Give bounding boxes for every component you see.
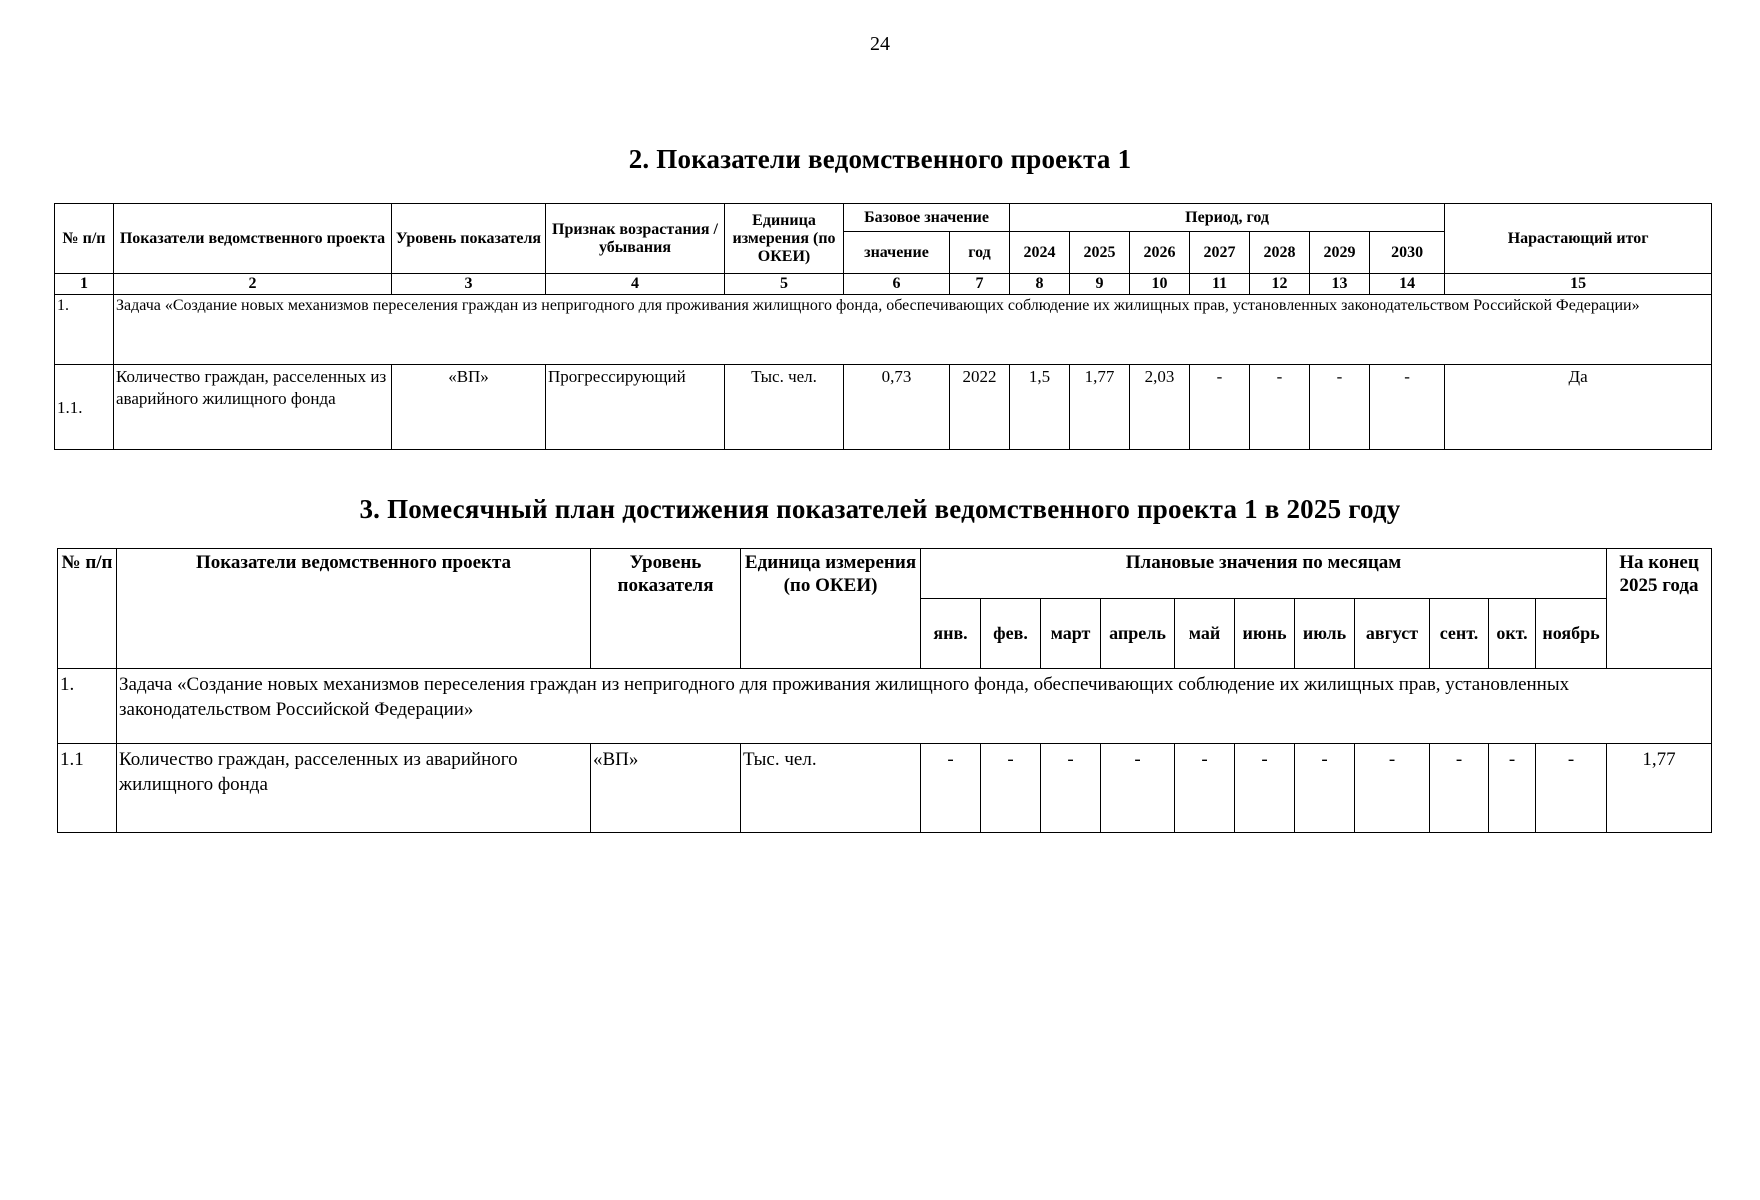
row-month-value: - [1101,744,1175,833]
header-num: № п/п [55,204,114,274]
row-trend: Прогрессирующий [546,365,725,450]
row-base-value: 0,73 [844,365,950,450]
header-month: июль [1295,599,1355,669]
column-number: 5 [725,274,844,295]
task-row [58,669,1712,744]
header-indicator: Показатели ведомственного проекта [114,204,392,274]
header-month: март [1041,599,1101,669]
row-num: 1.1 [58,744,117,833]
column-number: 10 [1130,274,1190,295]
column-number: 3 [392,274,546,295]
row-month-value: - [1235,744,1295,833]
table-row [58,744,1712,833]
page-number: 24 [870,33,890,55]
row-month-value: - [1536,744,1607,833]
column-number: 9 [1070,274,1130,295]
row-year-value: - [1370,365,1445,450]
header-num: № п/п [58,549,117,669]
header-trend: Признак возрастания / убывания [546,204,725,274]
header-base-value: значение [844,232,950,274]
header-period: Период, год [1010,204,1445,232]
column-number: 2 [114,274,392,295]
row-year-value: - [1310,365,1370,450]
row-num: 1.1. [55,365,114,450]
section-3-title: 3. Помесячный план достижения показателей ведомственного проекта 1 в 2025 году [359,494,1401,524]
header-monthly: Плановые значения по месяцам [921,549,1607,599]
header-year: 2029 [1310,232,1370,274]
header-level: Уровень показателя [392,204,546,274]
column-number: 12 [1250,274,1310,295]
header-month: май [1175,599,1235,669]
row-month-value: - [1489,744,1536,833]
header-cumulative: Нарастающий итог [1445,204,1712,274]
column-number: 14 [1370,274,1445,295]
task-num: 1. [58,669,117,744]
row-unit: Тыс. чел. [725,365,844,450]
monthly-plan-table [57,548,1712,833]
header-month: окт. [1489,599,1536,669]
column-number: 7 [950,274,1010,295]
row-level: «ВП» [591,744,741,833]
task-row [55,295,1712,365]
header-level: Уровень показателя [591,549,741,669]
column-number: 13 [1310,274,1370,295]
row-year-value: - [1250,365,1310,450]
row-base-year: 2022 [950,365,1010,450]
header-year: 2027 [1190,232,1250,274]
header-month: август [1355,599,1430,669]
row-year-end: 1,77 [1607,744,1712,833]
row-level: «ВП» [392,365,546,450]
header-base-year: год [950,232,1010,274]
header-year: 2026 [1130,232,1190,274]
header-base: Базовое значение [844,204,1010,232]
row-year-value: 2,03 [1130,365,1190,450]
column-number: 4 [546,274,725,295]
indicators-table [54,203,1712,450]
row-year-value: - [1190,365,1250,450]
row-year-value: 1,5 [1010,365,1070,450]
header-year: 2028 [1250,232,1310,274]
header-month: сент. [1430,599,1489,669]
header-indicator: Показатели ведомственного проекта [117,549,591,669]
section-2-title: 2. Показатели ведомственного проекта 1 [628,144,1132,174]
column-number: 15 [1445,274,1712,295]
row-month-value: - [1175,744,1235,833]
column-number: 6 [844,274,950,295]
column-number: 8 [1010,274,1070,295]
row-year-value: 1,77 [1070,365,1130,450]
header-month: янв. [921,599,981,669]
row-month-value: - [1430,744,1489,833]
row-cumulative: Да [1445,365,1712,450]
header-month: ноябрь [1536,599,1607,669]
column-number: 11 [1190,274,1250,295]
row-month-value: - [921,744,981,833]
header-year-end: На конец 2025 года [1607,549,1712,669]
row-indicator: Количество граждан, расселенных из аварийного жилищного фонда [117,744,591,833]
row-month-value: - [1295,744,1355,833]
table-row [55,365,1712,450]
row-unit: Тыс. чел. [741,744,921,833]
header-year: 2030 [1370,232,1445,274]
task-num: 1. [55,295,114,365]
column-number-row [55,274,1712,295]
header-year: 2024 [1010,232,1070,274]
row-month-value: - [1041,744,1101,833]
row-month-value: - [1355,744,1430,833]
row-month-value: - [981,744,1041,833]
header-unit: Единица измерения (по ОКЕИ) [725,204,844,274]
task-text: Задача «Создание новых механизмов переселения граждан из непригодного для проживания жилищного фонда, обеспечивающих соблюдение их жилищных прав, установленных законодательством Российской Федерации» [114,295,1712,365]
header-month: июнь [1235,599,1295,669]
header-unit: Единица измерения (по ОКЕИ) [741,549,921,669]
header-month: фев. [981,599,1041,669]
task-text: Задача «Создание новых механизмов переселения граждан из непригодного для проживания жилищного фонда, обеспечивающих соблюдение их жилищных прав, установленных законодательством Российской Федерации» [117,669,1712,744]
header-year: 2025 [1070,232,1130,274]
row-indicator: Количество граждан, расселенных из аварийного жилищного фонда [114,365,392,450]
header-month: апрель [1101,599,1175,669]
column-number: 1 [55,274,114,295]
